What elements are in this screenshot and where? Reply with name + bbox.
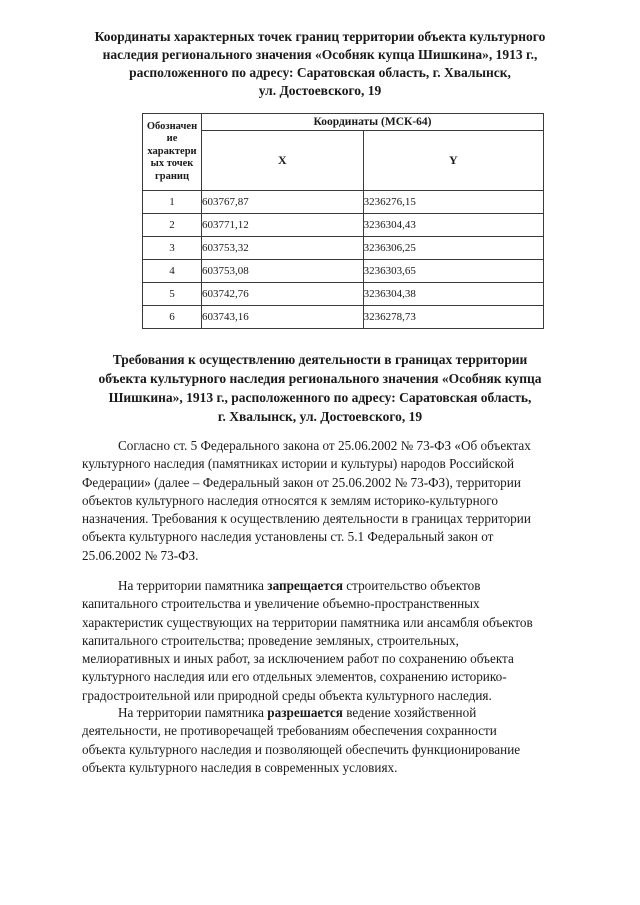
text-fragment: строительство объектов <box>343 578 481 593</box>
paragraph-line: мелиоративных и иных работ, за исключением работ по сохранению объекта <box>82 651 514 667</box>
paragraph-line: культурного наследия (памятниках истории и культуры) народов Российской <box>82 456 515 472</box>
paragraph-line <box>82 704 592 722</box>
table-row <box>143 191 544 214</box>
y-value: 3236278,73 <box>363 306 543 329</box>
paragraph-line: капитального строительства; проведение земляных, строительных, <box>82 632 459 648</box>
header-line: ых точек <box>150 158 194 170</box>
header-line: границ <box>154 170 189 182</box>
header-line: ие <box>166 133 178 145</box>
paragraph-permitted <box>82 704 592 777</box>
paragraph-line: 25.06.2002 № 73-ФЗ. <box>82 547 199 563</box>
x-value: 603767,87 <box>202 191 364 214</box>
y-value: 3236276,15 <box>363 191 543 214</box>
title-line: расположенного по адресу: Саратовская область, г. Хвалынск, <box>129 65 511 80</box>
text-fragment: На территории памятника <box>118 578 268 593</box>
paragraph-line: объекта культурного наследия в современных условиях. <box>82 759 398 775</box>
title-line: Требования к осуществлению деятельности в границах территории <box>112 352 528 367</box>
paragraph-line: культурного наследия или его отдельных элементов, сохранению историко- <box>82 669 507 685</box>
table-row <box>143 306 544 329</box>
x-value: 603771,12 <box>202 214 364 237</box>
points-label-header <box>143 114 202 191</box>
title-line: ул. Достоевского, 19 <box>258 83 382 98</box>
paragraph-prohibited <box>82 577 592 705</box>
table-row <box>143 260 544 283</box>
y-value: 3236306,25 <box>363 237 543 260</box>
title-line: объекта культурного наследия регионального значения «Особняк купца <box>98 371 542 386</box>
prohibited-keyword: запрещается <box>267 578 343 593</box>
point-number: 1 <box>143 191 202 214</box>
x-value: 603753,32 <box>202 237 364 260</box>
y-value: 3236304,38 <box>363 283 543 306</box>
header-line: характери <box>147 145 197 157</box>
paragraph-line: Федерации» (далее – Федеральный закон от 25.06.2002 № 73-ФЗ), территории <box>82 474 521 490</box>
text-fragment: ведение хозяйственной <box>342 705 477 720</box>
header-line: Обозначен <box>146 120 198 132</box>
coordinates-system-header: Координаты (МСК-64) <box>202 114 544 131</box>
x-value: 603743,16 <box>202 306 364 329</box>
paragraph-line: капитального строительства и увеличение объемно-пространственных <box>82 596 480 612</box>
text-fragment: На территории памятника <box>118 705 268 720</box>
y-header: Y <box>363 131 543 191</box>
permitted-keyword: разрешается <box>267 705 343 720</box>
paragraph-line: объекта культурного наследия установлены ст. 5.1 Федеральный закон от <box>82 529 494 545</box>
x-value: 603742,76 <box>202 283 364 306</box>
coordinates-table <box>142 113 544 329</box>
table-row <box>143 214 544 237</box>
title-line: наследия регионального значения «Особняк купца Шишкина», 1913 г., <box>102 47 538 62</box>
requirements-title <box>60 350 580 426</box>
x-header: X <box>202 131 364 191</box>
point-number: 6 <box>143 306 202 329</box>
y-value: 3236304,43 <box>363 214 543 237</box>
paragraph-line: Согласно ст. 5 Федерального закона от 25.06.2002 № 73-ФЗ «Об объектах <box>118 438 531 453</box>
paragraph-line: характеристик существующих на территории памятника или ансамбля объектов <box>82 614 533 630</box>
table-row <box>143 283 544 306</box>
point-number: 2 <box>143 214 202 237</box>
paragraph-legal-basis <box>82 437 592 565</box>
table-row <box>143 237 544 260</box>
paragraph-line: объекта культурного наследия и позволяющей обеспечить функционирование <box>82 741 521 757</box>
point-number: 4 <box>143 260 202 283</box>
paragraph-line: назначения. Требования к осуществлению деятельности в границах территории <box>82 511 531 527</box>
title-line: Координаты характерных точек границ территории объекта культурного <box>94 29 546 44</box>
coordinates-title <box>60 28 580 100</box>
x-value: 603753,08 <box>202 260 364 283</box>
title-line: Шишкина», 1913 г., расположенного по адресу: Саратовская область, <box>108 390 532 405</box>
paragraph-line: деятельности, не противоречащей требованиям обеспечения сохранности <box>82 723 497 739</box>
paragraph-line: объектов культурного наследия относятся к землям историко-культурного <box>82 492 498 508</box>
paragraph-line: градостроительной или природной среды объекта культурного наследия. <box>82 687 492 703</box>
title-line: г. Хвалынск, ул. Достоевского, 19 <box>217 409 423 424</box>
paragraph-line <box>82 577 592 595</box>
y-value: 3236303,65 <box>363 260 543 283</box>
point-number: 5 <box>143 283 202 306</box>
point-number: 3 <box>143 237 202 260</box>
